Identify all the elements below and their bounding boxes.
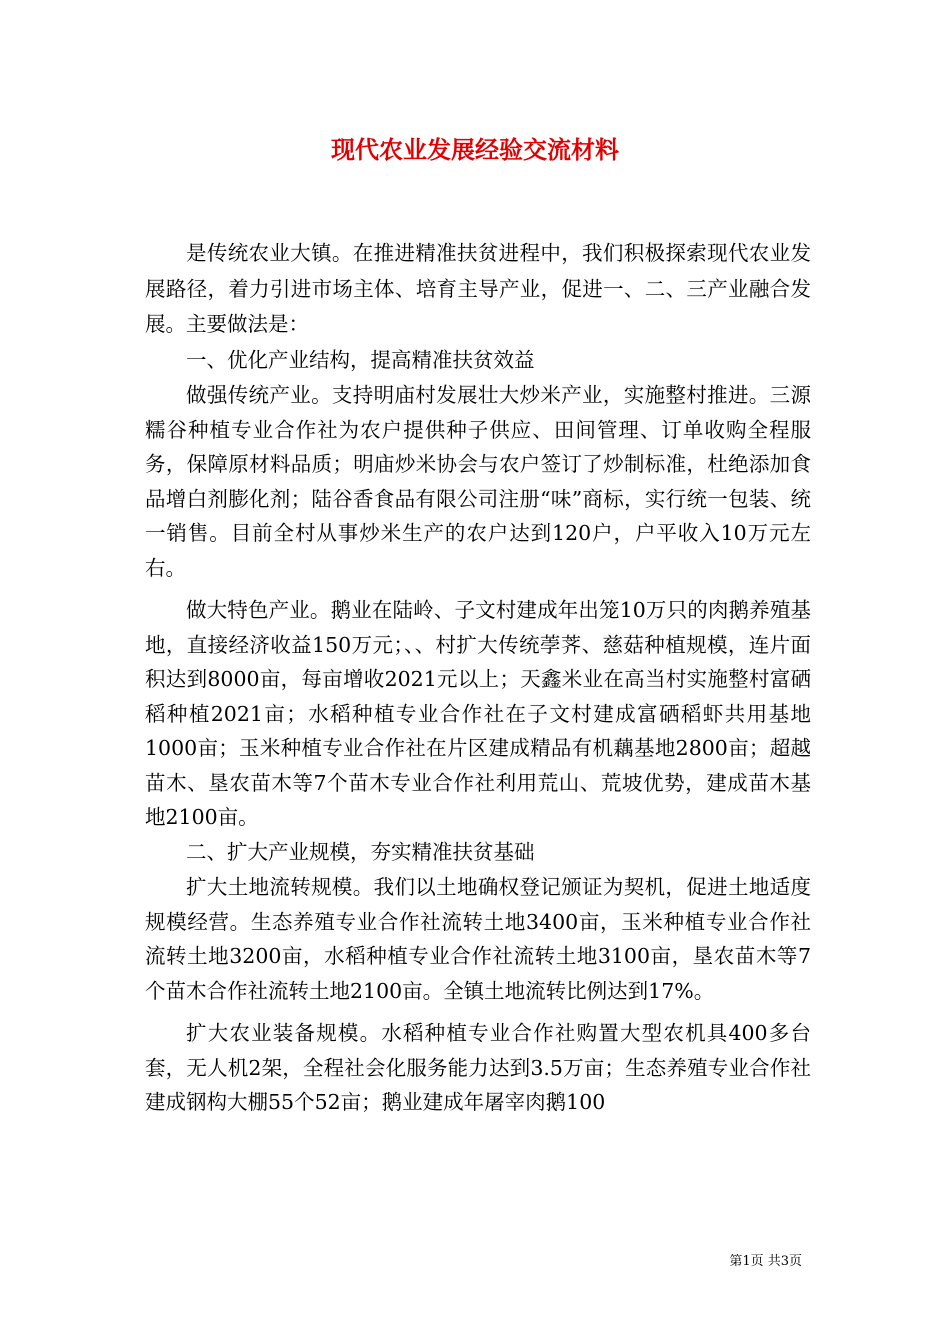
document-body [145, 236, 811, 1120]
document-title: 现代农业发展经验交流材料 [331, 135, 619, 164]
paragraph-equipment: 扩大农业装备规模。水稻种植专业合作社购置大型农机具400多台套，无人机2架，全程社会化服务能力达到3.5万亩；生态养殖专业合作社建成钢构大棚55个52亩；鹅业建成年屠宰肉鹅100 [145, 1021, 811, 1114]
section-heading-1: 一、优化产业结构，提高精准扶贫效益 [186, 347, 535, 372]
page-number-footer: 第1页 共3页 [729, 1254, 802, 1269]
section-heading-2: 二、扩大产业规模，夯实精准扶贫基础 [186, 839, 535, 864]
paragraph-intro: 是传统农业大镇。在推进精准扶贫进程中，我们积极探索现代农业发展路径，着力引进市场主体、培育主导产业，促进一、二、三产业融合发展。主要做法是： [145, 241, 811, 336]
paragraph-specialty-industry: 做大特色产业。鹅业在陆岭、子文村建成年出笼10万只的肉鹅养殖基地，直接经济收益150万元；、、村扩大传统荸荠、慈菇种植规模，连片面积达到8000亩，每亩增收2021元以上；天鑫米业在高当村实施整村富硒稻种植2021亩；水稻种植专业合作社在子文村建成富硒稻虾共用基地1000亩；玉米种植专业合作社在片区建成精品有机藕基地2800亩；超越苗木、垦农苗木等7个苗木专业合作社利用荒山、荒坡优势，建成苗木基地2100亩。 [145, 598, 811, 829]
paragraph-land-transfer: 扩大土地流转规模。我们以土地确权登记颁证为契机，促进土地适度规模经营。生态养殖专业合作社流转土地3400亩，玉米种植专业合作社流转土地3200亩，水稻种植专业合作社流转土地3100亩，垦农苗木等7个苗木合作社流转土地2100亩。全镇土地流转比例达到17%。 [145, 875, 811, 1003]
paragraph-traditional-industry: 做强传统产业。支持明庙村发展壮大炒米产业，实施整村推进。三源糯谷种植专业合作社为农户提供种子供应、田间管理、订单收购全程服务，保障原材料品质；明庙炒米协会与农户签订了炒制标准，杜绝添加食品增白剂膨化剂；陆谷香食品有限公司注册“味”商标，实行统一包装、统一销售。目前全村从事炒米生产的农户达到120户，户平收入10万元左右。 [145, 383, 811, 580]
